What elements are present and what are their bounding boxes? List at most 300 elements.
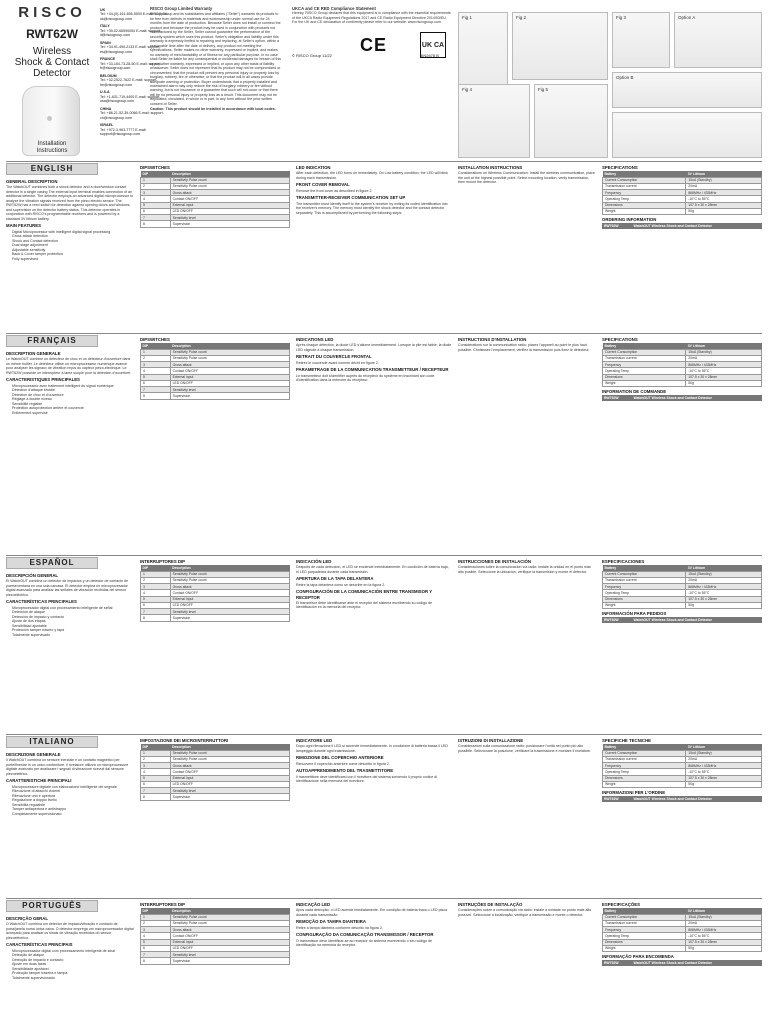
table-cell: Operating Temp [603, 196, 686, 202]
front-cover-heading: REMOÇÃO DA TAMPA DIANTEIRA [296, 919, 366, 925]
installation-column [458, 163, 596, 329]
general-description-text: O WatchOUT combina um detector de impacto/vibração e contacto de porta/janela numa única caixa. O detector emprega um microprocessador digital avançado para analisar os sinais de vibração recebidos do sensor piezoeléctrico. [6, 922, 134, 940]
feature-item: • Rilevazione di attacchi violenti [12, 789, 134, 793]
feature-item: • Totalmente supervisado [12, 633, 134, 637]
table-cell: LED ON/OFF [170, 945, 289, 951]
dipswitch-column [140, 335, 290, 551]
table-cell: Current Consumption [603, 750, 686, 756]
feature-item: • Ajuste em duas fases [12, 962, 134, 966]
ordering-table [602, 617, 762, 622]
table-cell: Weight [603, 208, 686, 214]
table-cell: Operating Temp [603, 933, 686, 939]
table-cell: 5 [141, 374, 171, 380]
contact-details: Tel: +32-2522-7622 E-mail: support-be@riscogroup.com [100, 78, 158, 87]
warranty-title: RISCO Group Limited Warranty [150, 6, 213, 11]
table-cell: 7 [141, 788, 171, 794]
specifications-table [602, 343, 762, 387]
table-cell: Frequency [603, 927, 686, 933]
led-heading: INDICACIÓN LED [296, 559, 332, 564]
table-cell: Sensitivity level [170, 215, 289, 221]
doc-version: 5IN2678 B [420, 53, 439, 58]
general-description-heading: GENERAL DESCRIPTION [6, 179, 58, 184]
table-cell: Description [170, 744, 289, 750]
led-text: After each detection, the LED turns on immediately. On Low battery condition, the LED will blink during each transmission. [296, 171, 448, 180]
description-column [6, 177, 134, 327]
table-cell: Transmission current [603, 183, 686, 189]
brand-logo: RISCO [18, 4, 86, 21]
feature-item: • Digital Microprocessor with intelligent digital signal processing [12, 230, 134, 234]
option-b: Option B [612, 72, 762, 108]
led-text: Dopo ogni rilevazione il LED si accende immediatamente. In condizione di batteria bassa il LED lampeggia durante ogni trasmissione. [296, 744, 449, 753]
specifications-heading: ESPECIFICACIONES [602, 559, 645, 564]
section-divider [6, 734, 762, 735]
table-cell: 6 [141, 208, 171, 214]
contact-entry [100, 123, 180, 136]
table-cell: 3V Lithium [686, 343, 762, 349]
tx-setup-heading: TRANSMITTER-RECEIVER COMMUNICATION SET UP [296, 195, 406, 201]
table-cell: Dimensions [603, 596, 686, 602]
installation-heading: INSTRUÇÕES DE INSTALAÇÃO [458, 902, 523, 907]
table-cell: 6 [141, 380, 171, 386]
installation-column [458, 557, 596, 731]
dipswitch-column [140, 163, 290, 329]
table-row [141, 221, 290, 227]
dipswitch-heading: DIPSWITCHES [140, 165, 170, 170]
feature-item: • Sensibilidad ajustable [12, 624, 134, 628]
table-cell: WatchOUT Wireless Shock and Contact Detector [632, 617, 763, 622]
table-row [141, 393, 290, 399]
specifications-heading: SPECIFICATIONS [602, 165, 638, 170]
figure-5: Fig 5 [534, 84, 608, 158]
installation-heading: ISTRUZIONI DI INSTALLAZIONE [458, 738, 524, 743]
ukca-mark: UK CA [420, 32, 446, 58]
feature-item: • Protection autoprotection arrière et couvercle [12, 406, 134, 410]
feature-item: • Detecção de impacto e contacto [12, 958, 134, 962]
table-cell: Sensitivity Pulse count [170, 920, 289, 926]
feature-item: • Detecção de ataque [12, 953, 134, 957]
contact-country: BELGIUM [100, 73, 117, 78]
table-cell: 6 [141, 602, 171, 608]
ordering-table [602, 960, 762, 965]
general-description-text: The WatchOUT combines both a shock detector and a door/window contact detector in a single casing The external input terminal enables connection of an additional detector. The detector employs an advanced digital microprocessor to analyze the vibration signals received from the piezo electric sensor. The RWT62W has a reed switch for detection against opening doors and windows, and supervision on the detector battery status. This detector operates in conjunction with RISCO's programmable receivers and is powered by a standard 3V lithium battery. [6, 185, 134, 221]
table-cell: Weight [603, 945, 686, 951]
setup-column [296, 163, 452, 329]
table-cell: 4 [141, 769, 171, 775]
setup-column [296, 557, 452, 731]
compliance-title: UKCA and CE RED Compliance Statement [292, 6, 376, 11]
general-description-text: El WatchOUT combina un detector de impactos y un detector de contacto de puerta/ventana en una sola carcasa. El detector emplea un microprocesador digital avanzado para analizar las señales de vibración recibidas del sensor piezoeléctrico. [6, 579, 129, 597]
table-cell: 7 [141, 387, 171, 393]
table-cell: External input [170, 374, 289, 380]
general-description-text: Il WatchOUT combina un sensore inerziale e un contatto magnetico per porte/finestre in un unico contenitore. Il rivelatore utilizza un microprocessore digitale avanzato per analizzare i segnali di vibrazione ricevuti dal sensore piezoelettrico. [6, 758, 129, 776]
table-cell: 50g [686, 602, 762, 608]
feature-item: • Rilevazione urto e apertura [12, 794, 134, 798]
table-cell: 3 [141, 190, 171, 196]
table-cell: Sensitivity Pulse count [170, 355, 289, 361]
table-cell: Description [170, 565, 289, 571]
table-cell: 15uA (Standby) [686, 750, 762, 756]
features-list [12, 384, 134, 415]
front-cover-text: Retirez le couvercle avant comme décrit en figure 2. [296, 360, 379, 365]
language-band: FRANÇAIS [6, 335, 98, 347]
table-cell: 868MHz / 433MHz [686, 362, 762, 368]
table-cell: Sensitivity level [170, 609, 289, 615]
table-cell: Sensitivity level [170, 387, 289, 393]
table-cell: 107.5 x 30 x 28mm [686, 374, 762, 380]
table-cell: 20mA [686, 577, 762, 583]
led-text: Après chaque détection, la diode LED s'allume immédiatement. Lorsque la pile est faible, la diode LED clignote à chaque transmission. [296, 343, 452, 352]
table-cell: 6 [141, 781, 171, 787]
table-cell: RWT62W [602, 796, 632, 801]
table-cell: 8 [141, 221, 171, 227]
table-cell: Sensitivity Pulse count [170, 183, 289, 189]
table-cell: LED ON/OFF [170, 208, 289, 214]
table-cell: External input [170, 939, 289, 945]
tx-setup-heading: PARAMETRAGE DE LA COMMUNICATION TRANSMETTEUR / RECEPTEUR [296, 367, 449, 373]
feature-item: • Adjustable sensitivity [12, 248, 134, 252]
feature-item: • Fully supervised [12, 257, 134, 261]
installation-text: Consideraciones sobre la comunicación vía radio: instale la unidad en el punto más alto posible. Seleccione la ubicación, verifique la transmisión y monte el detector. [458, 565, 591, 574]
description-column [6, 750, 134, 892]
led-heading: INDICATORE LED [296, 738, 333, 743]
front-cover-heading: RIMOZIONE DEL COPERCHIO ANTERIORE [296, 755, 384, 761]
table-cell: 7 [141, 215, 171, 221]
figure-6 [612, 112, 762, 158]
dipswitch-table [140, 908, 290, 964]
feature-item: • Détection de choc et d'ouverture [12, 393, 134, 397]
table-cell: Sensitivity Pulse count [170, 349, 289, 355]
table-cell: 2 [141, 920, 171, 926]
table-cell: 1 [141, 750, 171, 756]
section-divider [6, 555, 762, 556]
feature-item: • Detección de ataque [12, 610, 134, 614]
table-cell: 4 [141, 590, 171, 596]
specs-column [602, 335, 762, 551]
table-cell: Supervision [170, 221, 289, 227]
table-cell: 2 [141, 756, 171, 762]
table-cell: RWT62W [602, 223, 632, 228]
table-cell: Gross attack [170, 362, 289, 368]
table-cell: -10°C to 55°C [686, 933, 762, 939]
table-row [603, 208, 762, 214]
table-cell: RWT62W [602, 960, 632, 965]
table-cell: 20mA [686, 920, 762, 926]
option-a: Option A [674, 12, 762, 68]
front-cover-heading: APERTURA DE LA TAPA DELANTERA [296, 576, 374, 582]
product-title: Wireless Shock & Contact Detector [14, 46, 90, 79]
tx-setup-text: Il trasmettitore deve identificarsi con il ricevitore del sistema scrivendo il proprio codice di identificazione nella memoria del ricevitore. [296, 774, 438, 784]
contact-details: Tel: +39-02-66590054 E-mail: support-it@riscogroup.com [100, 28, 162, 38]
warranty-section [150, 6, 282, 112]
installation-text: Considerações sobre a comunicação via rádio: instale a unidade no ponto mais alto possível. Seleccione a localização, verifique a transmissão e monte o detector. [458, 908, 592, 917]
feature-item: • Protección tamper trasero y tapa [12, 628, 134, 632]
compliance-text: Hereby, RISCO Group declares that this equipment is in compliance with the essential requirements of the UKCA Radio Equipment Regulations 2017 and CE Radio Equipment Directive 2014/53/EU. For the UK and CE declaration of conformity please refer to our website: www.riscogroup.com [292, 11, 451, 25]
table-cell: 868MHz / 433MHz [686, 763, 762, 769]
general-description-heading: DESCRIÇÃO GERAL [6, 916, 49, 921]
figure-3: Fig 3 [612, 12, 670, 68]
table-cell: 107.5 x 30 x 28mm [686, 775, 762, 781]
table-cell: DIP [141, 565, 171, 571]
language-band: ENGLISH [6, 163, 98, 175]
table-cell: 5 [141, 939, 171, 945]
ordering-heading: INFORMATION DE COMMANDE [602, 389, 667, 395]
table-row [141, 615, 290, 621]
front-cover-text: Remove the front cover as described in figure 2. [296, 188, 373, 193]
figure-2: Fig 2 [512, 12, 608, 80]
table-row [603, 380, 762, 386]
tx-setup-text: O transmissor deve identificar-se ao receptor do sistema escrevendo o seu código de identificação na memória do receptor. [296, 938, 433, 948]
features-list [12, 230, 134, 261]
table-cell: 107.5 x 30 x 28mm [686, 939, 762, 945]
feature-item: • Completamente supervisionato [12, 812, 134, 816]
table-cell: Sensitivity level [170, 952, 289, 958]
ordering-heading: INFORMAZIONI PER L'ORDINE [602, 790, 666, 796]
table-cell: Weight [603, 602, 686, 608]
setup-column [296, 900, 452, 1024]
specifications-table [602, 744, 762, 788]
table-cell: LED ON/OFF [170, 602, 289, 608]
dipswitch-column [140, 557, 290, 731]
table-cell: Current Consumption [603, 349, 686, 355]
table-row [141, 958, 290, 964]
feature-item: • Shock and Contact detection [12, 239, 134, 243]
table-cell: DIP [141, 908, 171, 914]
contact-details: Tel: +972-3-963-7777 E-mail: support@riscogroup.com [100, 127, 147, 137]
contact-country: UK [100, 8, 106, 12]
table-row [603, 945, 762, 951]
table-cell: Supervision [170, 794, 289, 800]
tx-setup-text: The transmitter must identify itself to the system's receiver by writing its coded identification into the receiver's memory. The memory must identify the shock detector and the contact detector separately. This is accomplished by performing the following steps: [296, 201, 448, 215]
table-cell: Frequency [603, 584, 686, 590]
table-cell: Weight [603, 781, 686, 787]
section-divider [6, 333, 762, 334]
table-row [602, 223, 762, 228]
table-cell: DIP [141, 343, 171, 349]
ordering-table [602, 796, 762, 801]
table-cell: DIP [141, 744, 171, 750]
table-cell: WatchOUT Wireless Shock and Contact Detector [632, 223, 763, 228]
feature-item: • Microprocesseur avec traitement intelligent du signal numérique [12, 384, 134, 388]
table-cell: LED ON/OFF [170, 781, 289, 787]
table-cell: 8 [141, 615, 171, 621]
table-cell: Weight [603, 380, 686, 386]
feature-item: • Protecção tamper traseira e tampa [12, 971, 134, 975]
led-heading: LED INDICATION [296, 165, 331, 170]
table-cell: Frequency [603, 190, 686, 196]
contact-details: Tel: +44-(0)-161-655-5500 E-mail: support-uk@riscogroup.com [100, 12, 169, 21]
table-cell: Battery [603, 744, 686, 750]
table-cell: 1 [141, 177, 171, 183]
dipswitch-column [140, 900, 290, 1024]
table-cell: -10°C to 55°C [686, 368, 762, 374]
table-cell: 5 [141, 596, 171, 602]
table-cell: WatchOUT Wireless Shock and Contact Detector [632, 395, 763, 400]
table-cell: 868MHz / 433MHz [686, 584, 762, 590]
contact-country: ITALY [100, 24, 110, 29]
table-cell: Sensitivity level [170, 788, 289, 794]
dipswitch-heading: IMPOSTAZIONE DEI MICROINTERRUTTORI [140, 738, 229, 743]
section-divider [6, 898, 762, 899]
general-description-text: Le WatchOUT combine un détecteur de choc et un détecteur d'ouverture dans un même boîtier. Le détecteur utilise un microprocesseur numérique avancé pour analyser les signaux de vibration reçus du capteur piézo-électrique. Le RWT62W possède un interrupteur à lame souple pour la détection d'ouverture. [6, 357, 132, 375]
table-row [602, 395, 762, 400]
dipswitch-heading: DIPSWITCHES [140, 337, 170, 342]
table-cell: Current Consumption [603, 177, 686, 183]
table-cell: External input [170, 596, 289, 602]
feature-item: • Réglage à double niveau [12, 397, 134, 401]
main-features-heading: CARACTERÍSTICAS PRINCIPAIS [6, 942, 73, 948]
table-cell: Frequency [603, 362, 686, 368]
installation-column [458, 335, 596, 551]
feature-item: • Ajuste de dos etapas [12, 619, 134, 623]
table-cell: 7 [141, 609, 171, 615]
description-column [6, 914, 134, 1022]
table-cell: RWT62W [602, 617, 632, 622]
table-cell: 8 [141, 393, 171, 399]
table-cell: Dimensions [603, 202, 686, 208]
table-row [602, 796, 762, 801]
dipswitch-heading: INTERRUPTORES DIP [140, 559, 186, 564]
table-cell: 3 [141, 927, 171, 933]
table-cell: 3 [141, 362, 171, 368]
table-cell: Battery [603, 565, 686, 571]
general-description-heading: DESCRIPTION GENERALE [6, 351, 61, 356]
general-description-heading: DESCRIPCIÓN GENERAL [6, 573, 59, 578]
section-divider [6, 161, 762, 162]
table-cell: -10°C to 55°C [686, 769, 762, 775]
features-list [12, 785, 134, 816]
table-cell: 5 [141, 775, 171, 781]
table-cell: -10°C to 55°C [686, 196, 762, 202]
table-cell: Dimensions [603, 939, 686, 945]
table-cell: Sensitivity Pulse count [170, 577, 289, 583]
table-cell: 107.5 x 30 x 28mm [686, 596, 762, 602]
table-cell: DIP [141, 171, 171, 177]
table-cell: Sensitivity Pulse count [170, 571, 289, 577]
dipswitch-table [140, 744, 290, 800]
specs-column [602, 163, 762, 329]
feature-item: • Sensibilità regolabile [12, 803, 134, 807]
installation-text: Considerazioni sulla comunicazione radio: posizionare l'unità nel punto più alto possibile. Selezionare la posizione, verificare la trasmissione e montare il rivelatore. [458, 744, 592, 753]
tx-setup-text: Le transmetteur doit s'identifier auprès du récepteur du système en inscrivant son code d'identification dans la mémoire du récepteur. [296, 373, 435, 383]
table-cell: Battery [603, 908, 686, 914]
ce-mark: CE [360, 35, 388, 55]
dipswitch-table [140, 343, 290, 399]
feature-item: • Détection d'attaque brutale [12, 388, 134, 392]
description-column [6, 349, 134, 549]
front-cover-heading: RETRAIT DU COUVERCLE FRONTAL [296, 354, 372, 360]
table-cell: 7 [141, 952, 171, 958]
specifications-table [602, 171, 762, 215]
table-cell: RWT62W [602, 395, 632, 400]
table-cell: Supervision [170, 615, 289, 621]
main-features-heading: CARACTERISTIQUES PRINCIPALES [6, 377, 80, 383]
specs-column [602, 736, 762, 894]
installation-heading: INSTRUCCIONES DE INSTALACIÓN [458, 559, 531, 564]
specs-column [602, 900, 762, 1024]
table-cell: 15uA (Standby) [686, 349, 762, 355]
table-cell: Dimensions [603, 775, 686, 781]
feature-item: • Sensibilidade ajustável [12, 967, 134, 971]
specifications-table [602, 908, 762, 952]
table-cell: Sensitivity Pulse count [170, 914, 289, 920]
figure-1: Fig 1 [458, 12, 508, 104]
features-list [12, 606, 134, 637]
setup-column [296, 335, 452, 551]
table-cell: Contact ON/OFF [170, 368, 289, 374]
feature-item: • Microprocessador digital com processamento inteligente de sinal [12, 949, 134, 953]
doc-number: © RISCO Group 11/22 [292, 53, 332, 58]
table-cell: 6 [141, 945, 171, 951]
specifications-heading: SPECIFICATIONS [602, 337, 638, 342]
table-cell: 5 [141, 202, 171, 208]
feature-item: • Detección de impacto y contacto [12, 615, 134, 619]
table-cell: Description [170, 343, 289, 349]
front-cover-heading: FRONT COVER REMOVAL [296, 182, 350, 188]
table-cell: 3V Lithium [686, 171, 762, 177]
contact-country: ISRAEL [100, 123, 114, 128]
table-cell: Dimensions [603, 374, 686, 380]
installation-column [458, 736, 596, 894]
dipswitch-heading: INTERRUPTORES DIP [140, 902, 186, 907]
table-cell: 50g [686, 781, 762, 787]
feature-item: • Gross attack detection [12, 234, 134, 238]
led-heading: INDICATIONS LED [296, 337, 334, 342]
table-cell: External input [170, 775, 289, 781]
ordering-table [602, 395, 762, 400]
installation-text: Considérations sur la communication radio: placez l'appareil au point le plus haut possible. Choisissez l'emplacement, vérifiez la transmission puis fixez le détecteur. [458, 343, 590, 352]
table-cell: 1 [141, 571, 171, 577]
specs-column [602, 557, 762, 731]
tx-setup-heading: AUTOAPPRENDIMENTO DEL TRASMETTITORE [296, 768, 394, 774]
table-cell: 107.5 x 30 x 28mm [686, 202, 762, 208]
table-cell: 4 [141, 933, 171, 939]
contact-details: Tel: +86-21-52-39-0066 E-mail: support-cn@riscogroup.com [100, 111, 164, 120]
setup-column [296, 736, 452, 894]
led-heading: INDICAÇÃO LED [296, 902, 331, 907]
instructions-title: Installation Instructions [36, 141, 68, 155]
table-cell: 2 [141, 355, 171, 361]
table-cell: Battery [603, 343, 686, 349]
table-cell: Operating Temp [603, 769, 686, 775]
table-cell: 15uA (Standby) [686, 914, 762, 920]
dipswitch-table [140, 565, 290, 621]
dipswitch-column [140, 736, 290, 894]
installation-text: Considerations on Wireless Communication: Install the wireless communication, place the unit at the highest possible point. Select mounting location, verify transmission, then mount the detector. [458, 171, 595, 185]
table-cell: 3 [141, 763, 171, 769]
table-cell: 50g [686, 380, 762, 386]
specifications-heading: ESPECIFICAÇÕES [602, 902, 640, 907]
table-cell: Supervision [170, 958, 289, 964]
installation-heading: INSTRUCTIONS D'INSTALLATION [458, 337, 527, 342]
contact-country: SPAIN [100, 40, 111, 45]
main-features-heading: CARACTERÍSTICAS PRINCIPALES [6, 599, 77, 605]
warranty-note: Caution: This product should be installed in accordance with local codes. [150, 107, 276, 112]
table-cell: Sensitivity Pulse count [170, 756, 289, 762]
feature-item: • Totalmente supervisionado [12, 976, 134, 980]
front-cover-text: Retire a tampa dianteira conforme descrito na figura 2. [296, 925, 383, 930]
table-cell: Current Consumption [603, 571, 686, 577]
dipswitch-table [140, 171, 290, 227]
feature-item: • Tamper antiapertura e antistrappo [12, 807, 134, 811]
table-cell: WatchOUT Wireless Shock and Contact Detector [632, 796, 763, 801]
general-description-heading: DESCRIZIONE GENERALE [6, 752, 61, 757]
tx-setup-heading: CONFIGURAÇÃO DA COMUNICAÇÃO TRANSMISSOR / RECEPTOR [296, 932, 434, 938]
table-cell: -10°C to 55°C [686, 590, 762, 596]
table-cell: 20mA [686, 756, 762, 762]
led-indicator [47, 116, 52, 121]
feature-item: • Regolazione a doppio livello [12, 798, 134, 802]
main-features-heading: CARATTERISTICHE PRINCIPALI [6, 778, 72, 784]
